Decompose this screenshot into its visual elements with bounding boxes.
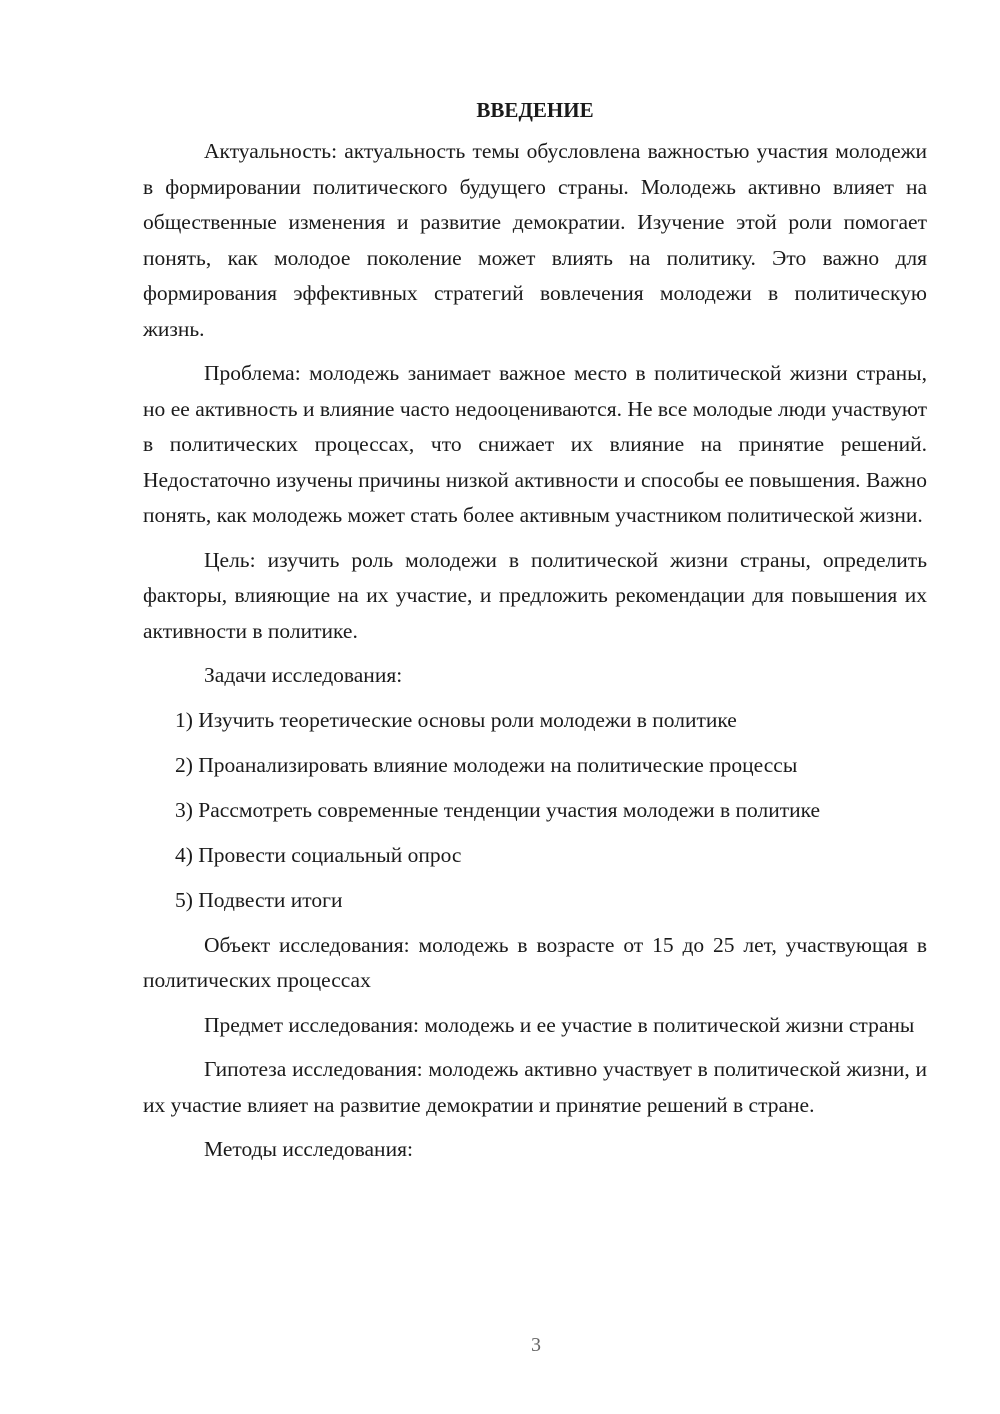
subject-paragraph: Предмет исследования: молодежь и ее участие в политической жизни страны bbox=[204, 1012, 915, 1037]
list-item: 1) Изучить теоретические основы роли молодежи в политике bbox=[175, 707, 737, 732]
page-content bbox=[143, 92, 927, 1177]
problem-paragraph: Проблема: молодежь занимает важное место в политической жизни страны, но ее активность и влияние часто недооцениваются. Не все молодые люди участвуют в политических процессах, что снижает их влияние на принятие решений. Недостаточно изучены причины низкой активности и способы ее повышения. Важно понять, как молодежь может стать более активным участником политической жизни. bbox=[143, 361, 927, 527]
methods-title: Методы исследования: bbox=[204, 1137, 413, 1161]
list-item: 5) Подвести итоги bbox=[175, 887, 343, 912]
list-item: 2) Проанализировать влияние молодежи на политические процессы bbox=[175, 752, 798, 777]
tasks-list bbox=[143, 703, 927, 919]
section-heading: ВВЕДЕНИЕ bbox=[476, 98, 594, 122]
goal-paragraph: Цель: изучить роль молодежи в политической жизни страны, определить факторы, влияющие на их участие, и предложить рекомендации для повышения их активности в политике. bbox=[143, 547, 927, 643]
list-item: 4) Провести социальный опрос bbox=[175, 842, 462, 867]
list-item: 3) Рассмотреть современные тенденции участия молодежи в политике bbox=[175, 797, 821, 822]
relevance-paragraph: Актуальность: актуальность темы обусловлена важностью участия молодежи в формировании политического будущего страны. Молодежь активно влияет на общественные изменения и развитие демократии. Изучение этой роли помогает понять, как молодое поколение может влиять на политику. Это важно для формирования эффективных стратегий вовлечения молодежи в политическую жизнь. bbox=[143, 139, 927, 341]
tasks-title: Задачи исследования: bbox=[204, 663, 403, 687]
object-paragraph: Объект исследования: молодежь в возрасте от 15 до 25 лет, участвующая в политических процессах bbox=[143, 932, 927, 992]
hypothesis-paragraph: Гипотеза исследования: молодежь активно участвует в политической жизни, и их участие влияет на развитие демократии и принятие решений в стране. bbox=[143, 1057, 927, 1117]
page-number: 3 bbox=[531, 1334, 541, 1356]
